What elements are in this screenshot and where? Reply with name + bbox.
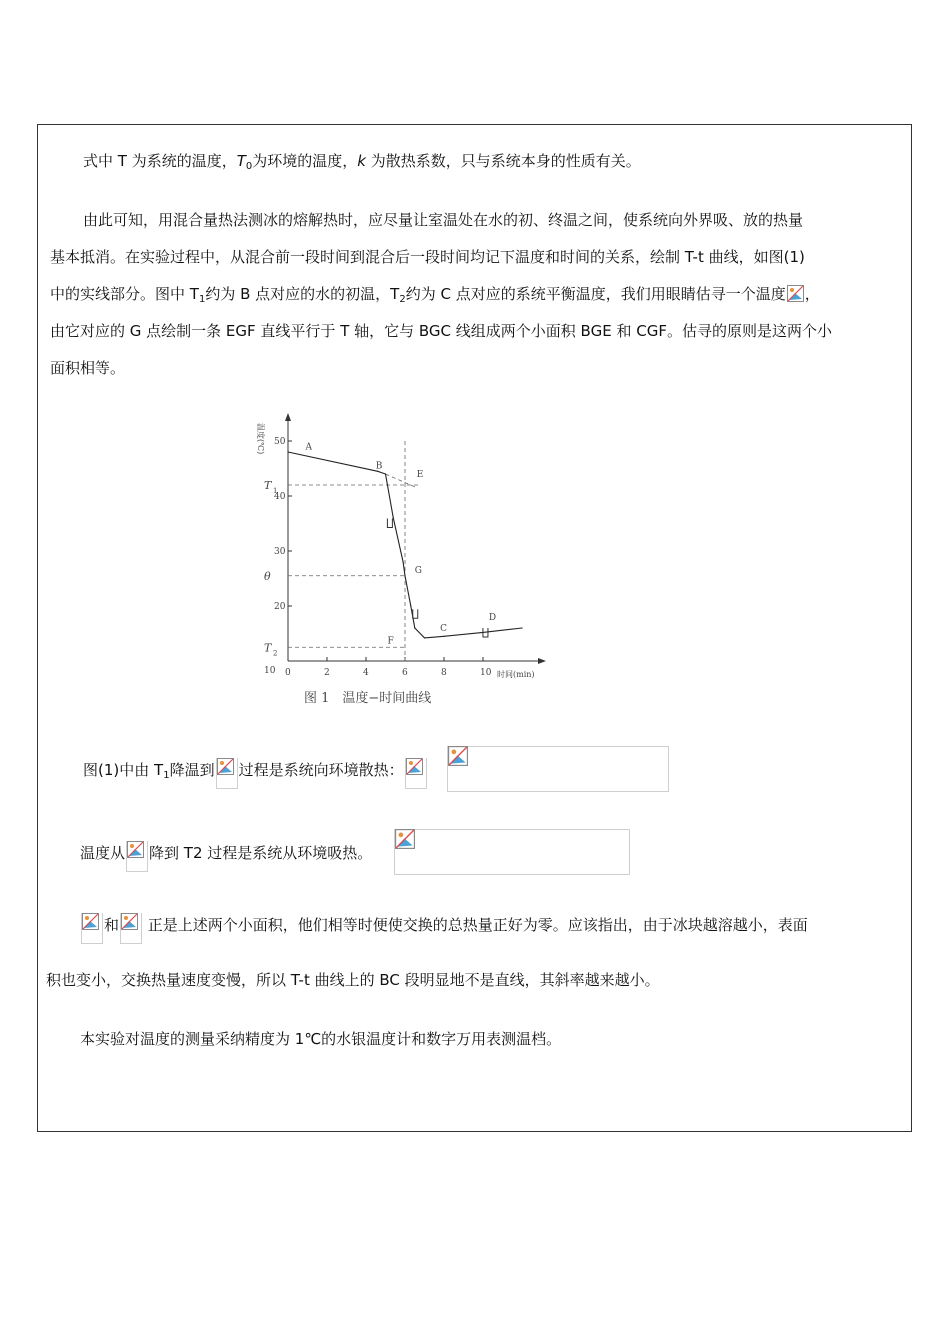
- y-mark-label: T: [264, 641, 272, 655]
- point-label-e: E: [416, 469, 424, 480]
- paragraph-2-line-3: [50, 284, 820, 304]
- x-tick-label: 10: [480, 668, 492, 678]
- text: 正是上述两个小面积，他们相等时便使交换的总热量正好为零。应该指出，由于冰块越溶越小，表面: [143, 916, 808, 934]
- subscript: 1: [163, 770, 170, 781]
- subscript: 1: [198, 294, 206, 305]
- data-point: [402, 561, 403, 562]
- paragraph-2-line-5: [50, 358, 125, 378]
- y-mark-subscript: 2: [273, 649, 278, 658]
- y-tick-label: 50: [274, 437, 286, 447]
- subscript: 0: [245, 161, 253, 172]
- point-label-g: G: [414, 566, 422, 576]
- point-label-d: D: [488, 612, 497, 623]
- text: 图(1)中由 T: [83, 761, 164, 779]
- broken-image-icon: [216, 758, 238, 789]
- data-point: [410, 605, 411, 606]
- text: 和: [104, 916, 120, 934]
- symbol-k: k: [357, 152, 366, 170]
- x-tick-label: 2: [324, 668, 330, 678]
- formula-image-placeholder: [394, 829, 630, 875]
- point-label-c: C: [440, 623, 447, 634]
- data-point: [287, 451, 288, 452]
- figure-caption: 图 1 温度−时间曲线: [304, 691, 432, 706]
- paragraph-2-line-2: [50, 247, 805, 267]
- paragraph-3: [83, 758, 428, 789]
- text: 面积相等。: [50, 359, 126, 377]
- paragraph-1: [83, 151, 641, 171]
- trend-flag-mark: [387, 519, 392, 528]
- text: 积也变小，交换热量速度变慢，所以 T-t 曲线上的 BC 段明显地不是直线，其斜率越来越小。: [46, 971, 660, 989]
- formula-image-placeholder: [447, 746, 669, 792]
- text: 基本抵消。在实验过程中，从混合前一段时间到混合后一段时间均记下温度和时间的关系，绘制 T-t 曲线，如图(1): [50, 248, 805, 266]
- broken-image-icon: [120, 913, 142, 944]
- text: 降温到: [169, 761, 215, 779]
- text: 约为 C 点对应的系统平衡温度，我们用眼睛估寻一个温度: [405, 285, 786, 303]
- paragraph-4: [80, 841, 372, 872]
- y-axis-label: 温度(℃): [256, 423, 265, 455]
- trend-flag-mark: [413, 609, 418, 618]
- text: 温度从: [80, 844, 126, 862]
- paragraph-2-line-4: [50, 321, 832, 341]
- paragraph-2-line-1: [83, 210, 803, 230]
- broken-image-icon: [405, 758, 427, 789]
- paragraph-5-line-1: [80, 913, 808, 944]
- x-tick-label: 8: [441, 668, 447, 678]
- y-mark-label: θ: [264, 569, 271, 583]
- broken-image-icon: [395, 829, 412, 846]
- broken-image-icon: [448, 746, 465, 763]
- data-point: [404, 575, 405, 576]
- y-mark-label: T: [264, 479, 272, 492]
- text: 为环境的温度，: [252, 152, 358, 170]
- text: 由此可知，用混合量热法测冰的熔解热时，应尽量让室温处在水的初、终温之间，使系统向外界吸、放的热量: [83, 211, 804, 229]
- text: 约为 B 点对应的水的初温，T: [205, 285, 400, 303]
- text: ，: [804, 285, 820, 303]
- data-point: [414, 627, 415, 628]
- temperature-time-chart: [250, 405, 560, 715]
- y-mark-subscript: 1: [273, 487, 278, 495]
- y-tick-label: 40: [274, 492, 286, 502]
- point-label-b: B: [375, 461, 383, 472]
- data-point: [521, 627, 522, 628]
- data-point: [393, 517, 394, 518]
- x-axis-arrow: [538, 658, 546, 664]
- text: 本实验对温度的测量采纳精度为 1℃的水银温度计和数字万用表测温档。: [80, 1030, 562, 1048]
- dashed-guide-line: [386, 474, 417, 488]
- data-point: [443, 636, 444, 637]
- broken-image-icon: [81, 913, 103, 944]
- broken-image-icon: [787, 285, 804, 302]
- x-tick-label: 0: [285, 668, 291, 678]
- text: 降到 T2 过程是系统从环境吸热。: [149, 844, 373, 862]
- y-tick-label: 10: [264, 666, 276, 676]
- y-axis-arrow: [285, 413, 291, 421]
- data-point: [424, 637, 425, 638]
- point-label-f: F: [387, 636, 394, 647]
- y-tick-label: 30: [274, 547, 286, 557]
- y-tick-label: 20: [274, 602, 286, 612]
- paragraph-5-line-2: [46, 970, 660, 990]
- data-point: [385, 473, 386, 474]
- x-axis-label: 时间(min): [497, 670, 535, 679]
- point-label-a: A: [305, 442, 313, 453]
- text: 式中 T 为系统的温度，: [83, 152, 237, 170]
- text: 过程是系统向环境散热：: [238, 761, 404, 779]
- subscript: 2: [399, 294, 406, 305]
- text: 中的实线部分。图中 T: [50, 285, 199, 303]
- x-tick-label: 4: [363, 668, 369, 678]
- text: 由它对应的 G 点绘制一条 EGF 直线平行于 T 轴，它与 BGC 线组成两个小面积 BGE 和 CGF。估寻的原则是这两个小: [50, 322, 832, 340]
- x-tick-label: 6: [402, 668, 408, 678]
- symbol-t0: T: [236, 152, 246, 170]
- text: 为散热系数，只与系统本身的性质有关。: [365, 152, 641, 170]
- broken-image-icon: [126, 841, 148, 872]
- paragraph-6: [80, 1029, 561, 1049]
